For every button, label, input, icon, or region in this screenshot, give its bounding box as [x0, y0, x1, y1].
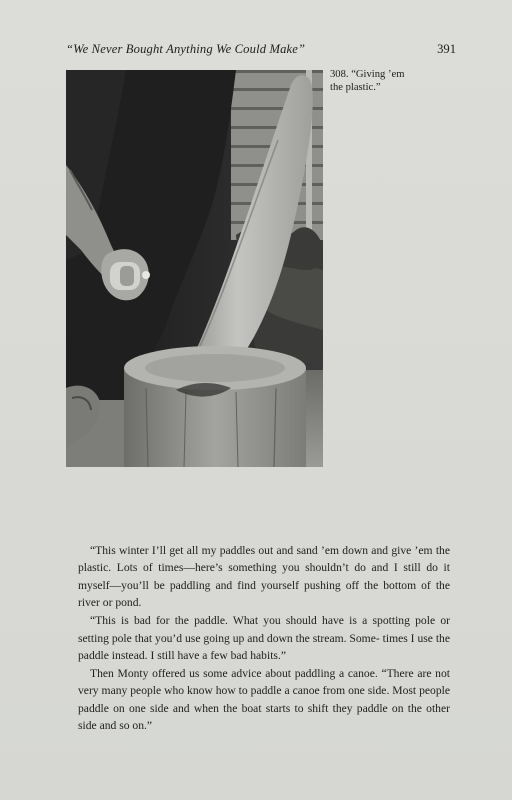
photograph-paddle-spraying — [66, 70, 323, 467]
paragraph-2: “This is bad for the paddle. What you should have is a spotting pole or setting pole that you’d use going up and down the stream. Some- times I use the paddle instead. I still have a few bad habits.” — [78, 614, 450, 663]
running-head — [66, 42, 456, 60]
photo-illustration — [66, 70, 323, 467]
body-text — [78, 542, 450, 735]
tree-stump — [124, 346, 306, 467]
paragraph-1: “This winter I’ll get all my paddles out and sand ’em down and give ’em the plastic. Lots of times—here’s something you shouldn’t do and I still do it myself—you’ll be paddling and find yourself pushing off the bottom of the river or pond. — [78, 544, 450, 610]
page-number: 391 — [437, 42, 456, 56]
running-title: “We Never Bought Anything We Could Make” — [66, 42, 306, 56]
photo-caption: 308. “Giving ’em the plastic.” — [330, 69, 405, 93]
paragraph-3: Then Monty offered us some advice about paddling a canoe. “There are not very many people who know how to paddle a canoe from one side. Most people paddle on one side and when the boat starts to shift they paddle on the other side and so on.” — [78, 667, 450, 733]
